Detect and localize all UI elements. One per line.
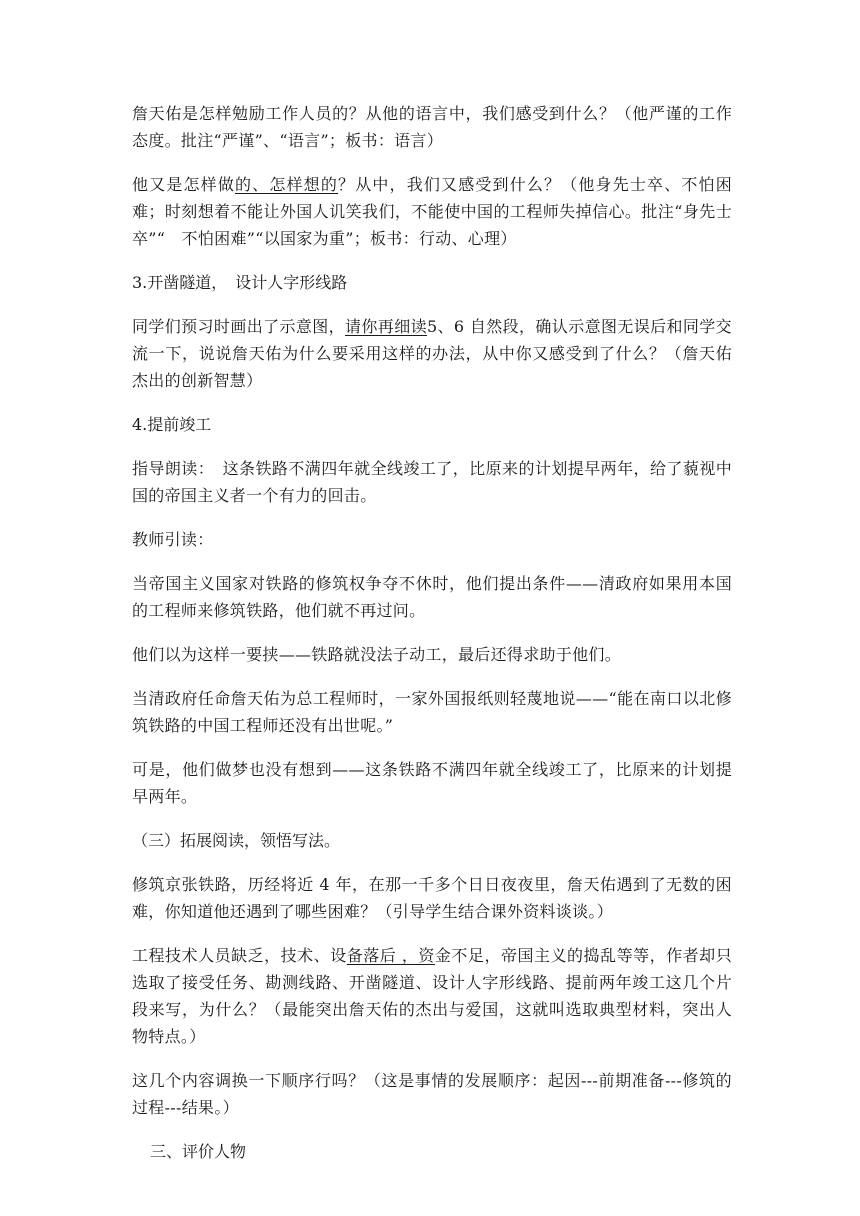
paragraph-encouragement: 詹天佑是怎样勉励工作人员的？从他的语言中，我们感受到什么？（他严谨的工作态度。批注“严谨”、“语言”；板书：语言） (132, 104, 732, 150)
heading-evaluate-character: 三、评价人物 (150, 1142, 247, 1161)
document-page (132, 100, 732, 1182)
underlined-text: 的、怎样想的 (235, 175, 339, 194)
heading-completion: 4.提前竣工 (132, 415, 212, 434)
underlined-text: 请你再细读 (345, 317, 427, 336)
paragraph-teacher-reading: 教师引读： (132, 530, 214, 549)
paragraph-diagram (132, 313, 732, 394)
text-run: 他又是怎样做 (132, 175, 236, 194)
paragraph-order: 这几个内容调换一下顺序行吗？（这是事情的发展顺序：起因---前期准备---修筑的过程---结果。） (132, 1071, 732, 1117)
heading-tunnel: 3.开凿隧道， 设计人字形线路 (132, 273, 348, 292)
paragraph-coercion: 他们以为这样一要挟——铁路就没法子动工，最后还得求助于他们。 (132, 645, 622, 664)
text-run: ？从中，我们又感受到什么？（他身先士卒、不怕困难；时刻想着不能让外国人讥笑我们，不能使中国的工程师失掉信心。批注“身先士卒”“ 不怕困难”“以国家为重”；板书：行动、心理） (132, 175, 732, 248)
paragraph-early-completion: 可是，他们做梦也没有想到——这条铁路不满四年就全线竣工了，比原来的计划提早两年。 (132, 760, 732, 806)
paragraph-difficulties: 修筑京张铁路，历经将近 4 年，在那一千多个日日夜夜里，詹天佑遇到了无数的困难，你知道他还遇到了哪些困难？（引导学生结合课外资料谈谈。） (132, 875, 732, 921)
heading-extended-reading: （三）拓展阅读，领悟写法。 (132, 831, 341, 850)
text-run: 同学们预习时画出了示意图， (132, 317, 346, 336)
underlined-text: 备落后 ，资 (346, 946, 435, 965)
text-run: 工程技术人员缺乏，技术、设 (132, 946, 347, 965)
paragraph-imperialists: 当帝国主义国家对铁路的修筑权争夺不休时，他们提出条件——清政府如果用本国的工程师来修筑铁路，他们就不再过问。 (132, 574, 732, 620)
paragraph-guided-reading: 指导朗读： 这条铁路不满四年就全线竣工了，比原来的计划提早两年，给了藐视中国的帝国主义者一个有力的回击。 (132, 459, 732, 505)
text-run: 5、6 自然段，确认示意图无误后和同学交流一下，说说詹天佑为什么要采用这样的办法，从中你又感受到了什么？（詹天佑杰出的创新智慧） (132, 317, 732, 390)
paragraph-typical-material (132, 942, 732, 1050)
text-run: 金不足，帝国主义的捣乱等等，作者却只选取了接受任务、勘测线路、开凿隧道、设计人字形线路、提前两年竣工这几个片段来写，为什么？（最能突出詹天佑的杰出与爱国，这就叫选取典型材料，突出人物特点。） (132, 946, 732, 1046)
paragraph-newspaper: 当清政府任命詹天佑为总工程师时，一家外国报纸则轻蔑地说——“能在南口以北修筑铁路的中国工程师还没有出世呢。” (132, 689, 732, 735)
paragraph-actions-thoughts (132, 171, 732, 252)
